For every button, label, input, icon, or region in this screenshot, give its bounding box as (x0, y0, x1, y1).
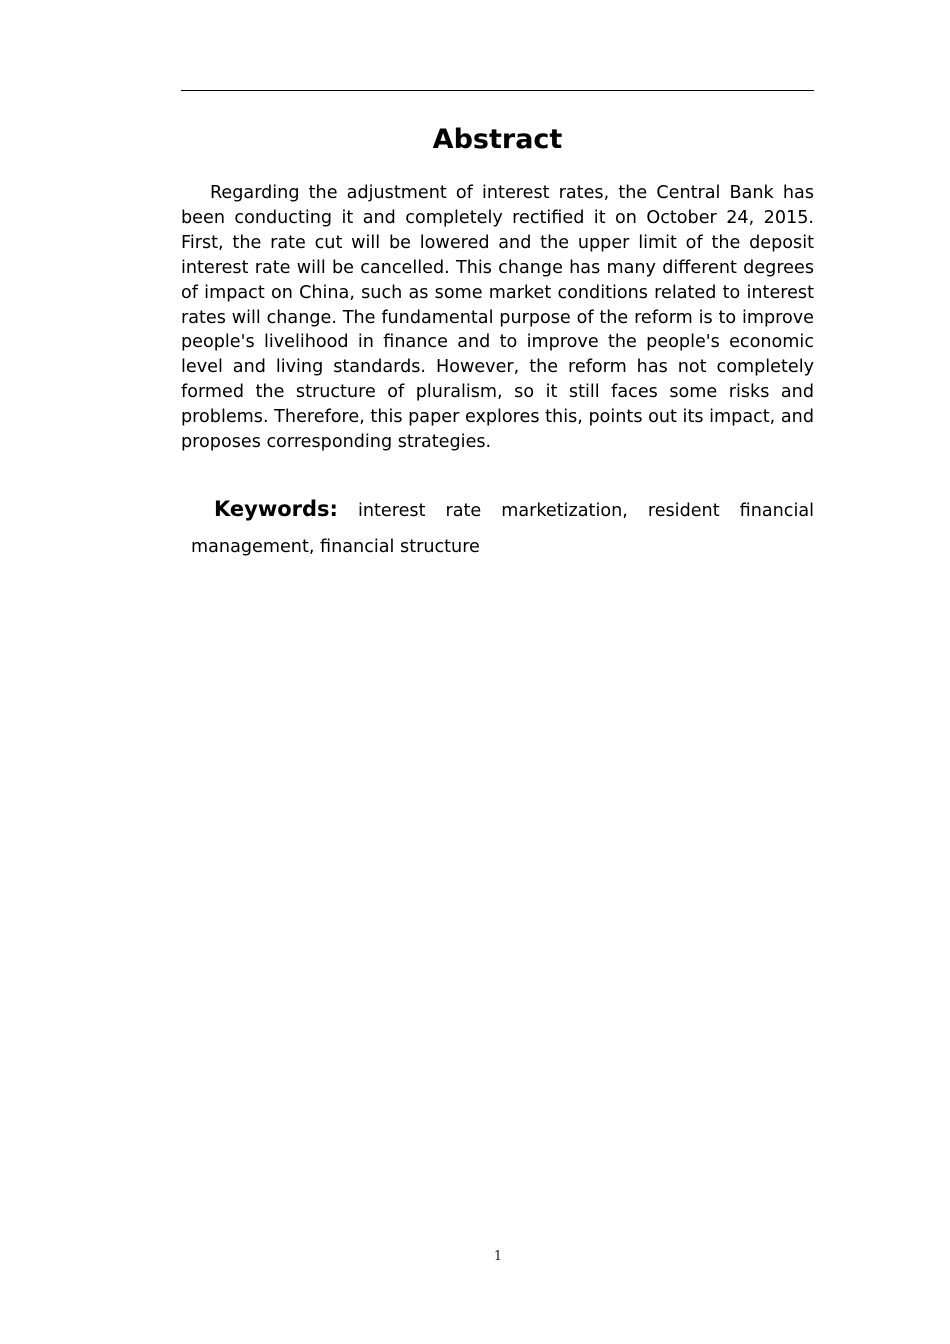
keywords-label: Keywords: (214, 497, 338, 521)
keywords-paragraph (191, 491, 814, 565)
abstract-paragraph: Regarding the adjustment of interest rates, the Central Bank has been conducting it and completely rectified it on October 24, 2015. First, the rate cut will be lowered and the upper limit of the deposit interest rate will be cancelled. This change has many different degrees of impact on China, such as some market conditions related to interest rates will change. The fundamental purpose of the reform is to improve people's livelihood in finance and to improve the people's economic level and living standards. However, the reform has not completely formed the structure of pluralism, so it still faces some risks and problems. Therefore, this paper explores this, points out its impact, and proposes corresponding strategies. (181, 183, 814, 453)
header-rule (181, 90, 814, 91)
page-number: 1 (493, 1249, 503, 1264)
keywords-list: interest rate marketization, resident financial management, financial structure (191, 501, 815, 557)
page-title: Abstract (432, 124, 563, 155)
